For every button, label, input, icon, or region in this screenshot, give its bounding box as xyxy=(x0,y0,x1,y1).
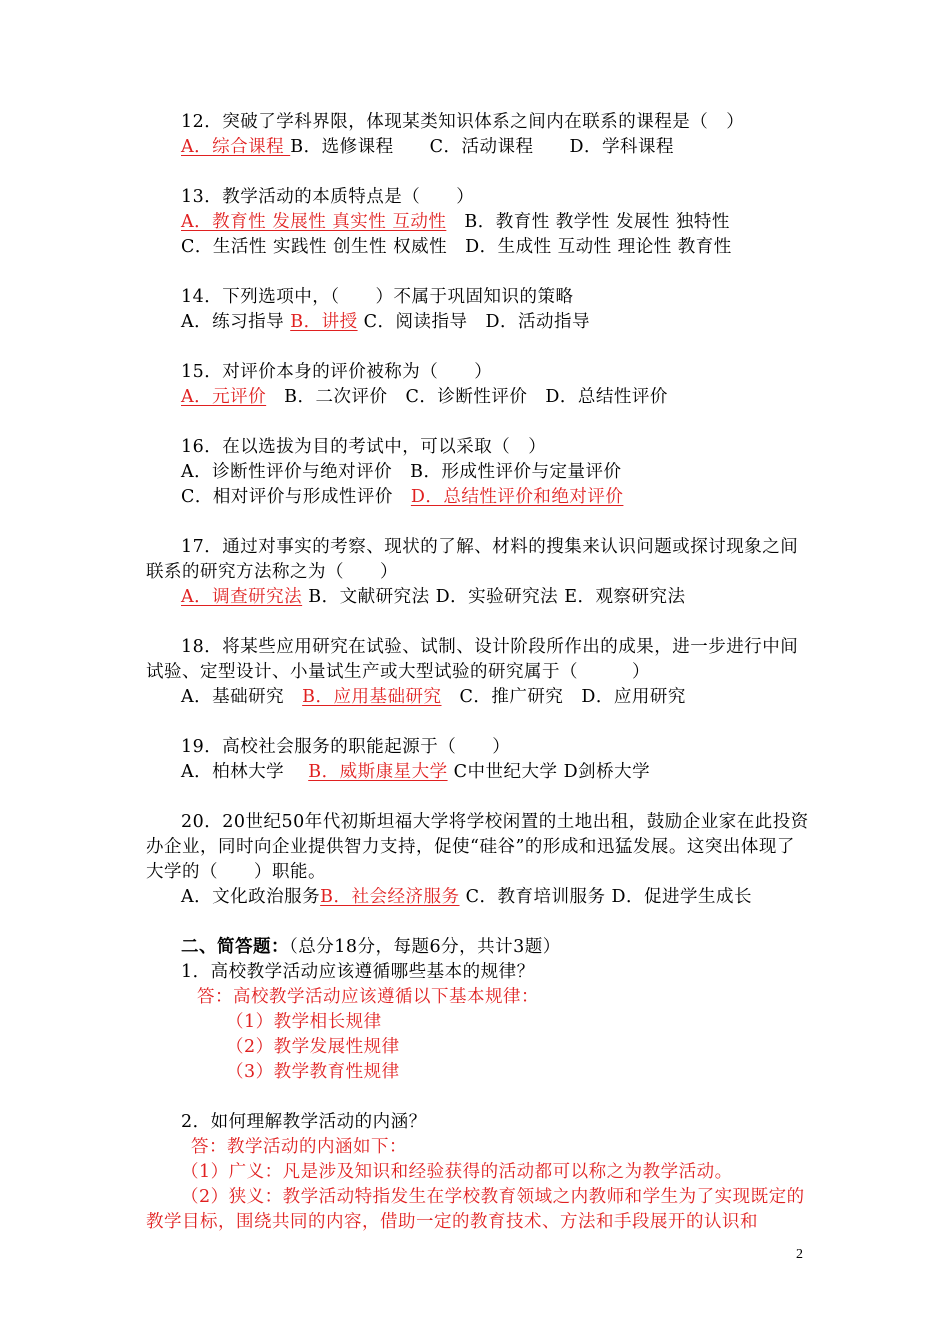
question-12-stem: 12．突破了学科界限，体现某类知识体系之间内在联系的课程是（ ） xyxy=(181,112,745,132)
option-text: A．练习指导 xyxy=(181,312,291,332)
page-content xyxy=(146,110,810,1235)
option-text: B．选修课程 C．活动课程 D．学科课程 xyxy=(290,137,674,157)
option-text: B．文献研究法 D．实验研究法 E．观察研究法 xyxy=(302,587,686,607)
option-text: A．诊断性评价与绝对评价 B．形成性评价与定量评价 xyxy=(181,462,622,482)
answer-option: B．威斯康星大学 xyxy=(308,762,448,782)
option-text: A．柏林大学 xyxy=(181,762,309,782)
section-2-heading xyxy=(146,935,810,960)
short-question-1-answer-item: （2）教学发展性规律 xyxy=(226,1037,400,1057)
option-text: C．教育培训服务 D．促进学生成长 xyxy=(459,887,753,907)
question-20-stem: 20．20世纪50年代初斯坦福大学将学校闲置的土地出租，鼓励企业家在此投资办企业，同时向企业提供智力支持，促使“硅谷”的形成和迅猛发展。这突出体现了大学的（ ）职能。 xyxy=(146,812,809,882)
question-12-options xyxy=(146,135,810,160)
option-text: B．二次评价 C．诊断性评价 D．总结性评价 xyxy=(266,387,668,407)
question-17-stem: 17．通过对事实的考察、现状的了解、材料的搜集来认识问题或探讨现象之间联系的研究方法称之为（ ） xyxy=(146,537,799,582)
option-text: C．阅读指导 D．活动指导 xyxy=(357,312,591,332)
answer-option: D．总结性评价和绝对评价 xyxy=(410,487,624,507)
answer-option: A．教育性 发展性 真实性 互动性 xyxy=(181,212,447,232)
option-text: C．相对评价与形成性评价 xyxy=(181,487,411,507)
question-17-options xyxy=(146,585,810,610)
section-2-note: （总分18分，每题6分，共计3题） xyxy=(289,937,561,957)
short-question-2-answer-item-2: （2）狭义：教学活动特指发生在学校教育领域之内教师和学生为了实现既定的教学目标，围绕共同的内容，借助一定的教育技术、方法和手段展开的认识和 xyxy=(146,1187,805,1232)
question-19-stem: 19．高校社会服务的职能起源于（ ） xyxy=(181,737,511,757)
short-question-2-answer-item-1: （1）广义：凡是涉及知识和经验获得的活动都可以称之为教学活动。 xyxy=(181,1162,733,1182)
option-text: A．文化政治服务 xyxy=(181,887,321,907)
question-18-options xyxy=(146,685,810,710)
option-text: B．教育性 教学性 发展性 独特性 xyxy=(446,212,730,232)
short-question-1-answer-item: （1）教学相长规律 xyxy=(226,1012,382,1032)
option-text: C．推广研究 D．应用研究 xyxy=(441,687,686,707)
question-14-options xyxy=(146,310,810,335)
answer-option: A．元评价 xyxy=(181,387,267,407)
question-19-options xyxy=(146,760,810,785)
question-13-options-row2 xyxy=(146,235,810,260)
question-20-options xyxy=(146,885,810,910)
option-text: A．基础研究 xyxy=(181,687,303,707)
short-question-2-answer-intro: 答：教学活动的内涵如下： xyxy=(191,1137,407,1157)
question-15-stem: 15．对评价本身的评价被称为（ ） xyxy=(181,362,493,382)
page-number: 2 xyxy=(796,1247,803,1262)
answer-option: B．社会经济服务 xyxy=(320,887,460,907)
question-16-options-row1 xyxy=(146,460,810,485)
answer-option: A．综合课程 xyxy=(181,137,291,157)
option-text: C．生活性 实践性 创生性 权威性 D．生成性 互动性 理论性 教育性 xyxy=(181,237,732,257)
answer-option: B．应用基础研究 xyxy=(302,687,442,707)
question-16-options-row2 xyxy=(146,485,810,510)
answer-option: A．调查研究法 xyxy=(181,587,303,607)
short-question-1-stem: 1．高校教学活动应该遵循哪些基本的规律？ xyxy=(181,962,535,982)
question-14-stem: 14．下列选项中，（ ）不属于巩固知识的策略 xyxy=(181,287,574,307)
question-18-stem: 18．将某些应用研究在试验、试制、设计阶段所作出的成果，进一步进行中间试验、定型设计、小量试生产或大型试验的研究属于（ ） xyxy=(146,637,799,682)
short-question-1-answer-item: （3）教学教育性规律 xyxy=(226,1062,400,1082)
question-13-options-row1 xyxy=(146,210,810,235)
option-text: C中世纪大学 D剑桥大学 xyxy=(447,762,651,782)
answer-option: B．讲授 xyxy=(290,312,358,332)
question-15-options xyxy=(146,385,810,410)
question-16-stem: 16．在以选拔为目的考试中，可以采取（ ） xyxy=(181,437,547,457)
question-13-stem: 13．教学活动的本质特点是（ ） xyxy=(181,187,475,207)
short-question-2-stem: 2．如何理解教学活动的内涵？ xyxy=(181,1112,427,1132)
short-question-1-answer-intro: 答：高校教学活动应该遵循以下基本规律： xyxy=(197,987,539,1007)
section-2-title: 二、简答题： xyxy=(181,937,289,957)
